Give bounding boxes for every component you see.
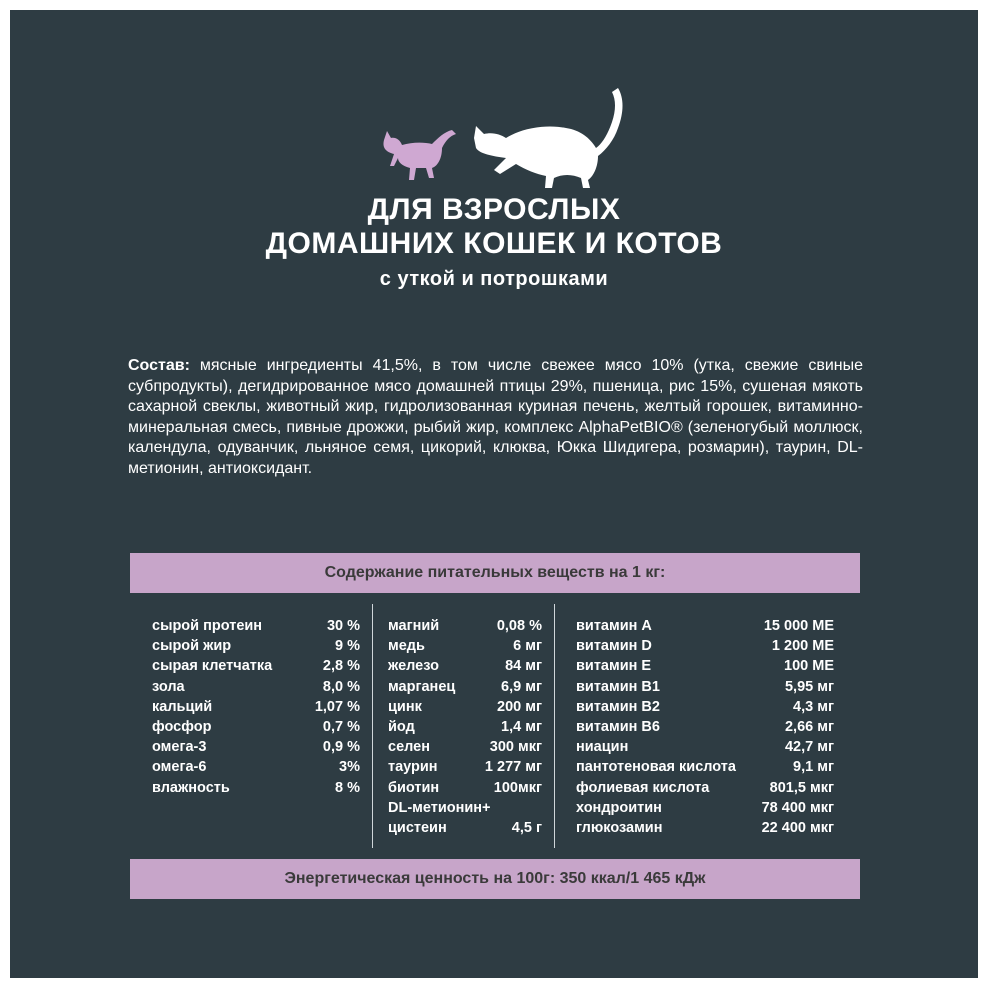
- nutrient-value: 801,5 мкг: [769, 779, 834, 796]
- kitten-silhouette-icon: [383, 130, 456, 180]
- nutrient-name: медь: [388, 638, 425, 655]
- nutrient-row: [130, 717, 372, 737]
- nutrient-name: витамин B2: [576, 698, 660, 715]
- nutrient-name: витамин D: [576, 638, 652, 655]
- cats-illustration: [376, 82, 628, 190]
- nutrient-name: хондроитин: [576, 799, 662, 816]
- nutrient-row: [130, 697, 372, 717]
- nutrient-row: [130, 616, 372, 636]
- nutrient-value: 2,66 мг: [784, 719, 834, 735]
- nutrient-name: селен: [388, 739, 430, 756]
- nutrient-name: омега-6: [152, 759, 207, 776]
- nutrient-row: [372, 737, 554, 757]
- nutrient-name: фолиевая кислота: [576, 779, 710, 796]
- title-line-1: ДЛЯ ВЗРОСЛЫХ: [367, 193, 621, 226]
- nutrient-name: йод: [388, 719, 415, 735]
- nutrient-name: витамин B6: [576, 719, 660, 735]
- cat-silhouette-icon: [474, 88, 623, 188]
- nutrient-name: витамин E: [576, 658, 652, 675]
- nutrient-value: 84 мг: [505, 658, 542, 675]
- nutrient-row: [372, 778, 554, 798]
- nutrient-name: сырой протеин: [152, 618, 263, 634]
- nutrient-row: [554, 717, 860, 737]
- nutrient-name: сырая клетчатка: [152, 658, 273, 675]
- nutrient-row: [554, 616, 860, 636]
- nutrient-row: [554, 636, 860, 656]
- nutrient-value: 78 400 мкг: [761, 799, 834, 816]
- nutrient-name: магний: [388, 618, 440, 634]
- nutrient-value: 15 000 МЕ: [763, 618, 834, 634]
- nutrient-value: 6,9 мг: [501, 678, 542, 695]
- nutrient-name: марганец: [388, 678, 456, 695]
- nutrient-row: [130, 737, 372, 757]
- nutrients-column-minerals: [372, 602, 554, 851]
- nutrient-value: 100 МЕ: [784, 658, 834, 675]
- nutrient-value: 2,8 %: [322, 658, 360, 675]
- nutrient-name: влажность: [152, 779, 230, 796]
- nutrient-name: зола: [152, 678, 185, 695]
- energy-value: Энергетическая ценность на 100г: 350 ккал/1 465 кДж: [130, 859, 860, 899]
- nutrient-name: витамин A: [576, 618, 652, 634]
- nutrient-value: 22 400 мкг: [761, 820, 834, 836]
- title-line-2: ДОМАШНИХ КОШЕК И КОТОВ: [265, 227, 723, 260]
- nutrient-value: 30 %: [326, 618, 360, 634]
- nutrient-value: 1 277 мг: [484, 759, 542, 776]
- nutrient-row: [554, 778, 860, 798]
- nutrient-name: цинк: [388, 698, 422, 715]
- nutrient-name: цистеин: [388, 820, 447, 836]
- nutrient-name: сырой жир: [152, 638, 232, 655]
- nutrient-value: 1 200 МЕ: [771, 638, 834, 655]
- nutrient-name: железо: [388, 658, 439, 675]
- nutrient-value: 4,5 г: [511, 820, 542, 836]
- nutrient-row: [554, 677, 860, 697]
- nutrient-value: 9,1 мг: [793, 759, 834, 776]
- nutrient-row: [130, 677, 372, 697]
- nutrient-value: 8 %: [335, 779, 360, 796]
- nutrient-value: 3%: [339, 759, 360, 776]
- nutrient-value: 4,3 мг: [793, 698, 834, 715]
- nutrient-row: [554, 737, 860, 757]
- nutrient-row: [130, 636, 372, 656]
- nutrient-name: DL-метионин+: [388, 799, 491, 816]
- nutrient-value: 5,95 мг: [784, 678, 834, 695]
- nutrient-value: 200 мг: [497, 698, 542, 715]
- nutrient-row: [372, 818, 554, 838]
- nutrient-value: 9 %: [335, 638, 360, 655]
- nutrient-row: [372, 656, 554, 676]
- nutrient-value: 0,7 %: [322, 719, 360, 735]
- nutrient-value: 100мкг: [493, 779, 542, 796]
- nutrient-value: 1,4 мг: [501, 719, 542, 735]
- nutrients-column-macros: [130, 602, 372, 851]
- nutrients-heading: Содержание питательных веществ на 1 кг:: [130, 553, 860, 593]
- nutrient-name: витамин B1: [576, 678, 660, 695]
- composition-label: Состав:: [128, 357, 190, 374]
- nutrient-name: биотин: [388, 779, 440, 796]
- composition-body: мясные ингредиенты 41,5%, в том числе свежее мясо 10% (утка, свежие свиные субпродукты), дегидрированное мясо домашней птицы 29%, пшеница, рис 15%, сушеная мякоть сахарной свеклы, животный жир, гидролизованная куриная печень, желтый горошек, витаминно-минеральная смесь, пивные дрожжи, рыбий жир, комплекс AlphaPetBIO® (зеленогубый моллюск, календула, одуванчик, льняное семя, цикорий, клюква, Юкка Шидигера, розмарин), таурин, DL-метионин, антиоксидант.: [128, 357, 863, 477]
- nutrient-name: глюкозамин: [576, 820, 663, 836]
- nutrient-row: [372, 717, 554, 737]
- nutrient-value: 6 мг: [513, 638, 542, 655]
- nutrient-row: [372, 636, 554, 656]
- nutrient-value: 1,07 %: [314, 698, 360, 715]
- nutrient-row: [554, 697, 860, 717]
- nutrient-row: [554, 656, 860, 676]
- nutrient-name: фосфор: [152, 719, 212, 735]
- nutrient-row: [372, 798, 554, 818]
- nutrient-row: [130, 656, 372, 676]
- nutrient-value: 8,0 %: [322, 678, 360, 695]
- nutrient-name: омега-3: [152, 739, 207, 756]
- nutrient-row: [554, 818, 860, 838]
- nutrient-name: пантотеновая кислота: [576, 759, 736, 776]
- package-panel: [10, 10, 978, 978]
- nutrient-name: ниацин: [576, 739, 629, 756]
- nutrient-row: [372, 616, 554, 636]
- nutrient-row: [372, 697, 554, 717]
- nutrient-value: 300 мкг: [489, 739, 542, 756]
- nutrient-row: [372, 677, 554, 697]
- nutrient-value: 0,9 %: [322, 739, 360, 756]
- nutrient-value: 0,08 %: [496, 618, 542, 634]
- nutrient-row: [130, 778, 372, 798]
- nutrients-column-vitamins: [554, 602, 860, 851]
- nutrient-row: [372, 757, 554, 777]
- nutrient-row: [554, 798, 860, 818]
- nutrient-name: кальций: [152, 698, 213, 715]
- nutrient-row: [554, 757, 860, 777]
- nutrient-row: [130, 757, 372, 777]
- subtitle: с уткой и потрошками: [379, 268, 609, 290]
- nutrients-table: [130, 602, 860, 851]
- nutrient-value: 42,7 мг: [784, 739, 834, 756]
- nutrient-name: таурин: [388, 759, 438, 776]
- composition-text: [128, 356, 863, 480]
